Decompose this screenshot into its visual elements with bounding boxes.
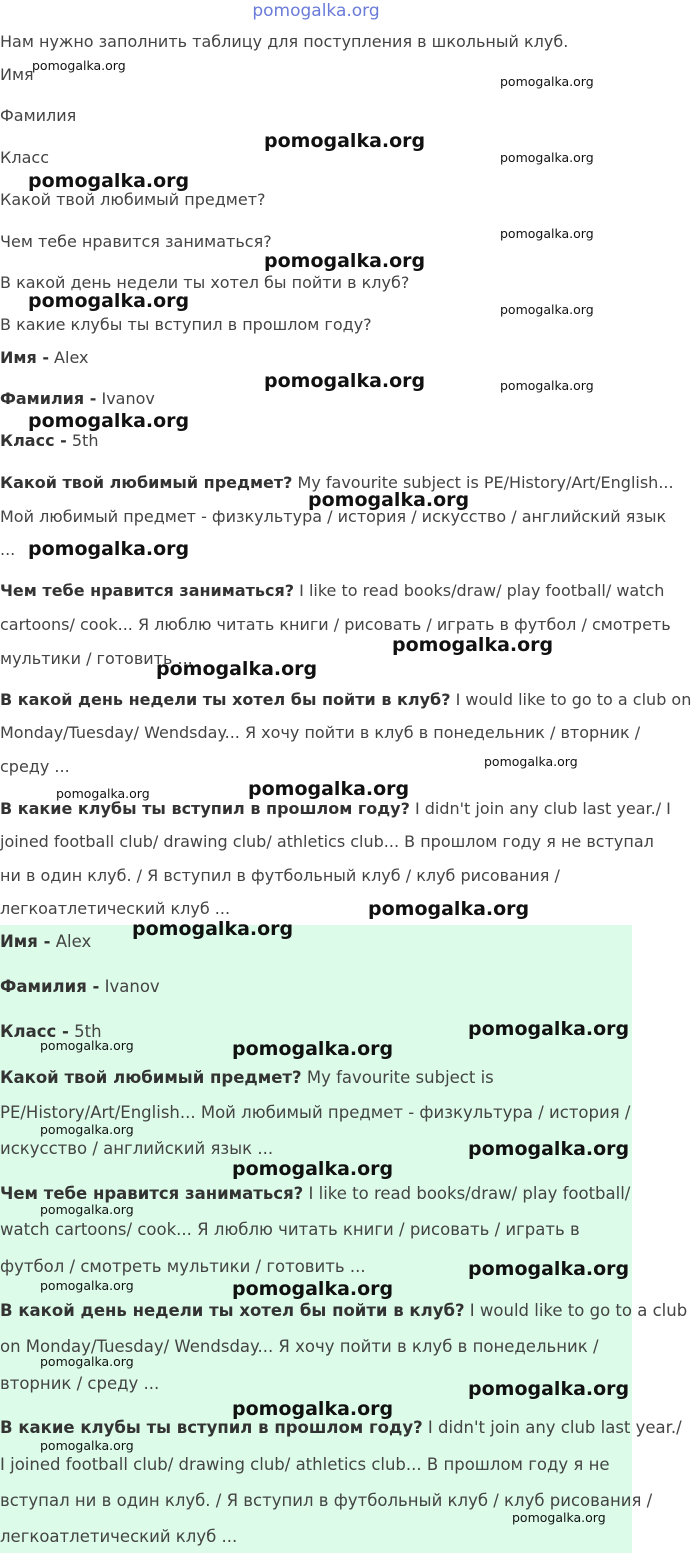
- panel-answer-subject-line: искусство / английский язык ...: [0, 1139, 274, 1158]
- intro-text: Нам нужно заполнить таблицу для поступления в школьный клуб.: [0, 32, 569, 51]
- answer-clubs-line: легкоатлетический клуб ...: [0, 899, 231, 918]
- panel-answer-clubs-line: легкоатлетический клуб ...: [0, 1527, 238, 1546]
- answer-subject-line: ...: [0, 540, 16, 559]
- panel-answer-clubs-line: вступал ни в один клуб. / Я вступил в футбольный клуб / клуб рисования /: [0, 1491, 653, 1510]
- watermark: pomogalka.org: [468, 1258, 630, 1280]
- answer-label: Фамилия -: [0, 977, 100, 996]
- watermark: pomogalka.org: [28, 170, 190, 192]
- watermark: pomogalka.org: [40, 1038, 134, 1053]
- watermark: pomogalka.org: [40, 1122, 134, 1137]
- answer-text: My favourite subject is: [306, 1068, 494, 1087]
- answer-day-line: [0, 690, 691, 710]
- question-name: Имя: [0, 65, 34, 84]
- watermark: pomogalka.org: [500, 302, 594, 317]
- question-grade: Класс: [0, 148, 49, 167]
- watermark: pomogalka.org: [40, 1438, 134, 1453]
- site-header: pomogalka.org: [252, 1, 380, 21]
- panel-answer-hobby-line: футбол / смотреть мультики / готовить ...: [0, 1257, 366, 1276]
- watermark: pomogalka.org: [40, 1202, 134, 1217]
- answer-day-line: среду ...: [0, 757, 70, 776]
- answer-text: I didn't join any club last year./ I: [414, 799, 671, 818]
- watermark: pomogalka.org: [32, 58, 126, 73]
- answer-clubs-line: joined football club/ drawing club/ athletics club... В прошлом году я не вступал: [0, 832, 654, 851]
- answer-question: В какой день недели ты хотел бы пойти в клуб?: [0, 1301, 465, 1320]
- watermark: pomogalka.org: [264, 250, 426, 272]
- watermark: pomogalka.org: [28, 410, 190, 432]
- answer-label: Имя -: [0, 348, 49, 367]
- watermark: pomogalka.org: [40, 1354, 134, 1369]
- answer-value: Ivanov: [101, 389, 155, 408]
- question-subject: Какой твой любимый предмет?: [0, 190, 266, 209]
- answer-question: Чем тебе нравится заниматься?: [0, 1184, 304, 1203]
- panel-answer-subject-line: [0, 1068, 494, 1088]
- panel-answer-name: [0, 932, 91, 952]
- answer-value: Ivanov: [104, 977, 160, 996]
- answer-clubs-line: ни в один клуб. / Я вступил в футбольный клуб / клуб рисования /: [0, 866, 560, 885]
- answer-question: В какой день недели ты хотел бы пойти в клуб?: [0, 690, 451, 709]
- watermark: pomogalka.org: [500, 226, 594, 241]
- watermark: pomogalka.org: [56, 786, 150, 801]
- answer-surname: [0, 389, 155, 409]
- watermark: pomogalka.org: [468, 1378, 630, 1400]
- watermark: pomogalka.org: [132, 918, 294, 940]
- answer-name: [0, 348, 88, 368]
- watermark: pomogalka.org: [468, 1138, 630, 1160]
- watermark: pomogalka.org: [264, 130, 426, 152]
- question-day: В какой день недели ты хотел бы пойти в клуб?: [0, 273, 410, 292]
- watermark: pomogalka.org: [156, 658, 318, 680]
- answer-question: Какой твой любимый предмет?: [0, 1068, 302, 1087]
- answer-label: Класс -: [0, 431, 67, 450]
- answer-hobby-line: [0, 581, 664, 601]
- watermark: pomogalka.org: [500, 150, 594, 165]
- question-clubs: В какие клубы ты вступил в прошлом году?: [0, 315, 372, 334]
- panel-answer-clubs-line: [0, 1418, 682, 1438]
- watermark: pomogalka.org: [232, 1038, 394, 1060]
- answer-question: В какие клубы ты вступил в прошлом году?: [0, 799, 410, 818]
- panel-answer-hobby-line: watch cartoons/ cook... Я люблю читать книги / рисовать / играть в: [0, 1220, 580, 1239]
- answer-text: My favourite subject is PE/History/Art/English...: [297, 473, 674, 492]
- watermark: pomogalka.org: [28, 538, 190, 560]
- watermark: pomogalka.org: [232, 1278, 394, 1300]
- watermark: pomogalka.org: [248, 778, 410, 800]
- answer-day-line: Monday/Tuesday/ Wendsday... Я хочу пойти в клуб в понедельник / вторник /: [0, 723, 641, 742]
- watermark: pomogalka.org: [264, 370, 426, 392]
- answer-value: Alex: [55, 932, 92, 951]
- panel-answer-day-line: [0, 1301, 687, 1321]
- watermark: pomogalka.org: [500, 74, 594, 89]
- panel-answer-day-line: вторник / среду ...: [0, 1374, 160, 1393]
- answer-label: Имя -: [0, 932, 51, 951]
- answer-hobby-line: cartoons/ cook... Я люблю читать книги / рисовать / играть в футбол / смотреть: [0, 615, 671, 634]
- answer-subject-line: Мой любимый предмет - физкультура / история / искусство / английский язык: [0, 507, 667, 526]
- answer-text: I didn't join any club last year./: [427, 1418, 682, 1437]
- panel-answer-clubs-line: I joined football club/ drawing club/ athletics club... В прошлом году я не: [0, 1455, 610, 1474]
- watermark: pomogalka.org: [308, 489, 470, 511]
- watermark: pomogalka.org: [512, 1510, 606, 1525]
- watermark: pomogalka.org: [500, 378, 594, 393]
- answer-value: 5th: [74, 1022, 102, 1041]
- panel-answer-day-line: on Monday/Tuesday/ Wendsday... Я хочу пойти в клуб в понедельник /: [0, 1337, 599, 1356]
- answer-text: I would like to go to a club on: [455, 690, 691, 709]
- watermark: pomogalka.org: [392, 634, 554, 656]
- answer-question: Чем тебе нравится заниматься?: [0, 581, 295, 600]
- answer-value: Alex: [54, 348, 89, 367]
- panel-answer-surname: [0, 977, 160, 997]
- watermark: pomogalka.org: [232, 1398, 394, 1420]
- answer-question: Какой твой любимый предмет?: [0, 473, 293, 492]
- answer-grade: [0, 431, 98, 451]
- panel-answer-hobby-line: [0, 1184, 630, 1204]
- panel-answer-subject-line: PE/History/Art/English... Мой любимый предмет - физкультура / история /: [0, 1103, 631, 1122]
- watermark: pomogalka.org: [28, 290, 190, 312]
- answer-value: 5th: [71, 431, 99, 450]
- watermark: pomogalka.org: [368, 898, 530, 920]
- watermark: pomogalka.org: [232, 1158, 394, 1180]
- question-surname: Фамилия: [0, 106, 77, 125]
- answer-label: Класс -: [0, 1022, 69, 1041]
- answer-clubs-line: [0, 799, 671, 819]
- watermark: pomogalka.org: [40, 1278, 134, 1293]
- answer-text: I like to read books/draw/ play football/ watch: [299, 581, 665, 600]
- watermark: pomogalka.org: [484, 754, 578, 769]
- answer-label: Фамилия -: [0, 389, 97, 408]
- answer-text: I like to read books/draw/ play football/: [308, 1184, 631, 1203]
- answer-question: В какие клубы ты вступил в прошлом году?: [0, 1418, 423, 1437]
- answer-hobby-line: мультики / готовить ...: [0, 649, 193, 668]
- watermark: pomogalka.org: [468, 1018, 630, 1040]
- answer-text: I would like to go to a club: [469, 1301, 688, 1320]
- question-hobby: Чем тебе нравится заниматься?: [0, 232, 272, 251]
